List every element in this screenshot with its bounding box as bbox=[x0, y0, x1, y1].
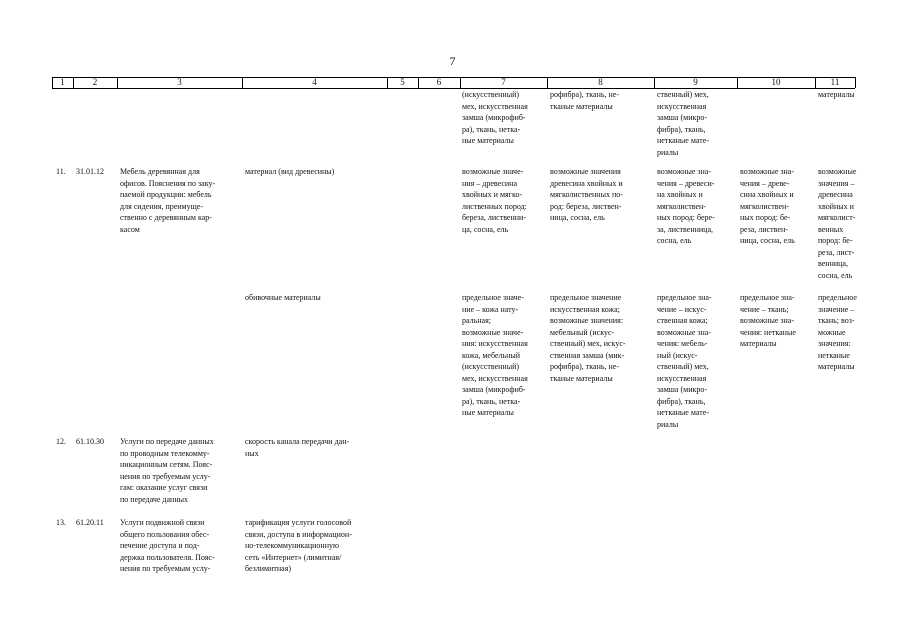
column-number: 7 bbox=[501, 77, 506, 87]
okpd-code: 61.10.30 bbox=[76, 437, 104, 446]
value-col11: предельное значение – ткань; воз- можные значения: нетканые материалы bbox=[818, 293, 857, 371]
value-col11: возможные значения – древесина хвойных и мягколист- венных пород: бе- реза, лист- венница, сосна, ель bbox=[818, 167, 857, 280]
column-number: 1 bbox=[60, 77, 65, 87]
column-number: 4 bbox=[312, 77, 317, 87]
header-bottom-rule bbox=[52, 88, 855, 89]
row-number: 13. bbox=[56, 518, 66, 527]
continuation-col11: материалы bbox=[818, 90, 855, 99]
column-number: 6 bbox=[436, 77, 442, 87]
value-col8: предельное значение искусственная кожа; возможные значения: мебельный (искус- ственный) мех, искус- ственная замша (мик- рофибра), ткань, не- тканые материалы bbox=[550, 293, 626, 383]
product-name: Мебель деревянная для офисов. Пояснения по заку- паемой продукции: мебель для сидения, преимуще- ственно с деревянным кар- касом bbox=[120, 167, 216, 234]
continuation-col8: рофибра), ткань, не- тканые материалы bbox=[550, 90, 619, 111]
row-number: 12. bbox=[56, 437, 66, 446]
column-number: 9 bbox=[693, 77, 698, 87]
continuation-col7: (искусственный) мех, искусственная замша (микрофиб- ра), ткань, нетка- ные материалы bbox=[462, 90, 528, 145]
value-col10: возможные зна- чения – древе- сина хвойных и мягколиствен- ных пород: бе- реза, листвен- ница, сосна, ель bbox=[740, 167, 795, 245]
characteristic-name: скорость канала передачи дан- ных bbox=[245, 437, 350, 458]
column-number: 5 bbox=[400, 77, 405, 87]
column-number: 10 bbox=[771, 77, 781, 87]
characteristic-name: тарификация услуги голосовой связи, доступа в информацион- но-телекоммуникационную сеть «Интернет» (лимитная/ безлимитная) bbox=[245, 518, 352, 573]
column-number: 3 bbox=[177, 77, 182, 87]
product-name: Услуги по передаче данных по проводным телекомму- никационным сетям. Пояс- нения по требуемым услу- гам: оказание услуг связи по передаче данных bbox=[120, 437, 214, 504]
column-number: 11 bbox=[830, 77, 840, 87]
page-number: 7 bbox=[449, 54, 456, 68]
row-number: 11. bbox=[56, 167, 66, 176]
value-col9: возможные зна- чения – древеси- на хвойных и мягколиствен- ных пород: бере- за, лиственница, сосна, ель bbox=[657, 167, 715, 245]
value-col8: возможные значения древесина хвойных и мягколиственных по- род: береза, листвен- ница, сосна, ель bbox=[550, 167, 623, 222]
value-col7: возможные значе- ния – древесина хвойных и мягко- лиственных пород: береза, лиственни- ца, сосна, ель bbox=[462, 167, 527, 234]
continuation-col9: ственный) мех, искусственная замша (микро- фибра), ткань, нетканые мате- риалы bbox=[657, 90, 709, 157]
okpd-code: 31.01.12 bbox=[76, 167, 104, 176]
characteristic-name: материал (вид древесины) bbox=[245, 167, 335, 176]
column-number: 8 bbox=[598, 77, 603, 87]
characteristic-name: обивочные материалы bbox=[245, 293, 321, 302]
column-divider bbox=[855, 77, 856, 88]
value-col9: предельное зна- чение – искус- ственная кожа; возможные зна- чения: мебель- ный (искус- ственный) мех, искусственная замша (микро- фибра), ткань, нетканые мате- риалы bbox=[657, 293, 712, 429]
okpd-code: 61.20.11 bbox=[76, 518, 104, 527]
column-number: 2 bbox=[92, 77, 98, 87]
value-col7: предельное значе- ние – кожа нату- ральная; возможные значе- ния: искусственная кожа, мебельный (искусственный) мех, искусственная замша (микрофиб- ра), ткань, нетка- ные материалы bbox=[462, 293, 528, 417]
product-name: Услуги подвижной связи общего пользования обес- печение доступа и под- держка пользователя. Пояс- нения по требуемым услу- bbox=[120, 518, 215, 573]
value-col10: предельное зна- чение – ткань; возможные зна- чения: нетканые материалы bbox=[740, 293, 796, 348]
